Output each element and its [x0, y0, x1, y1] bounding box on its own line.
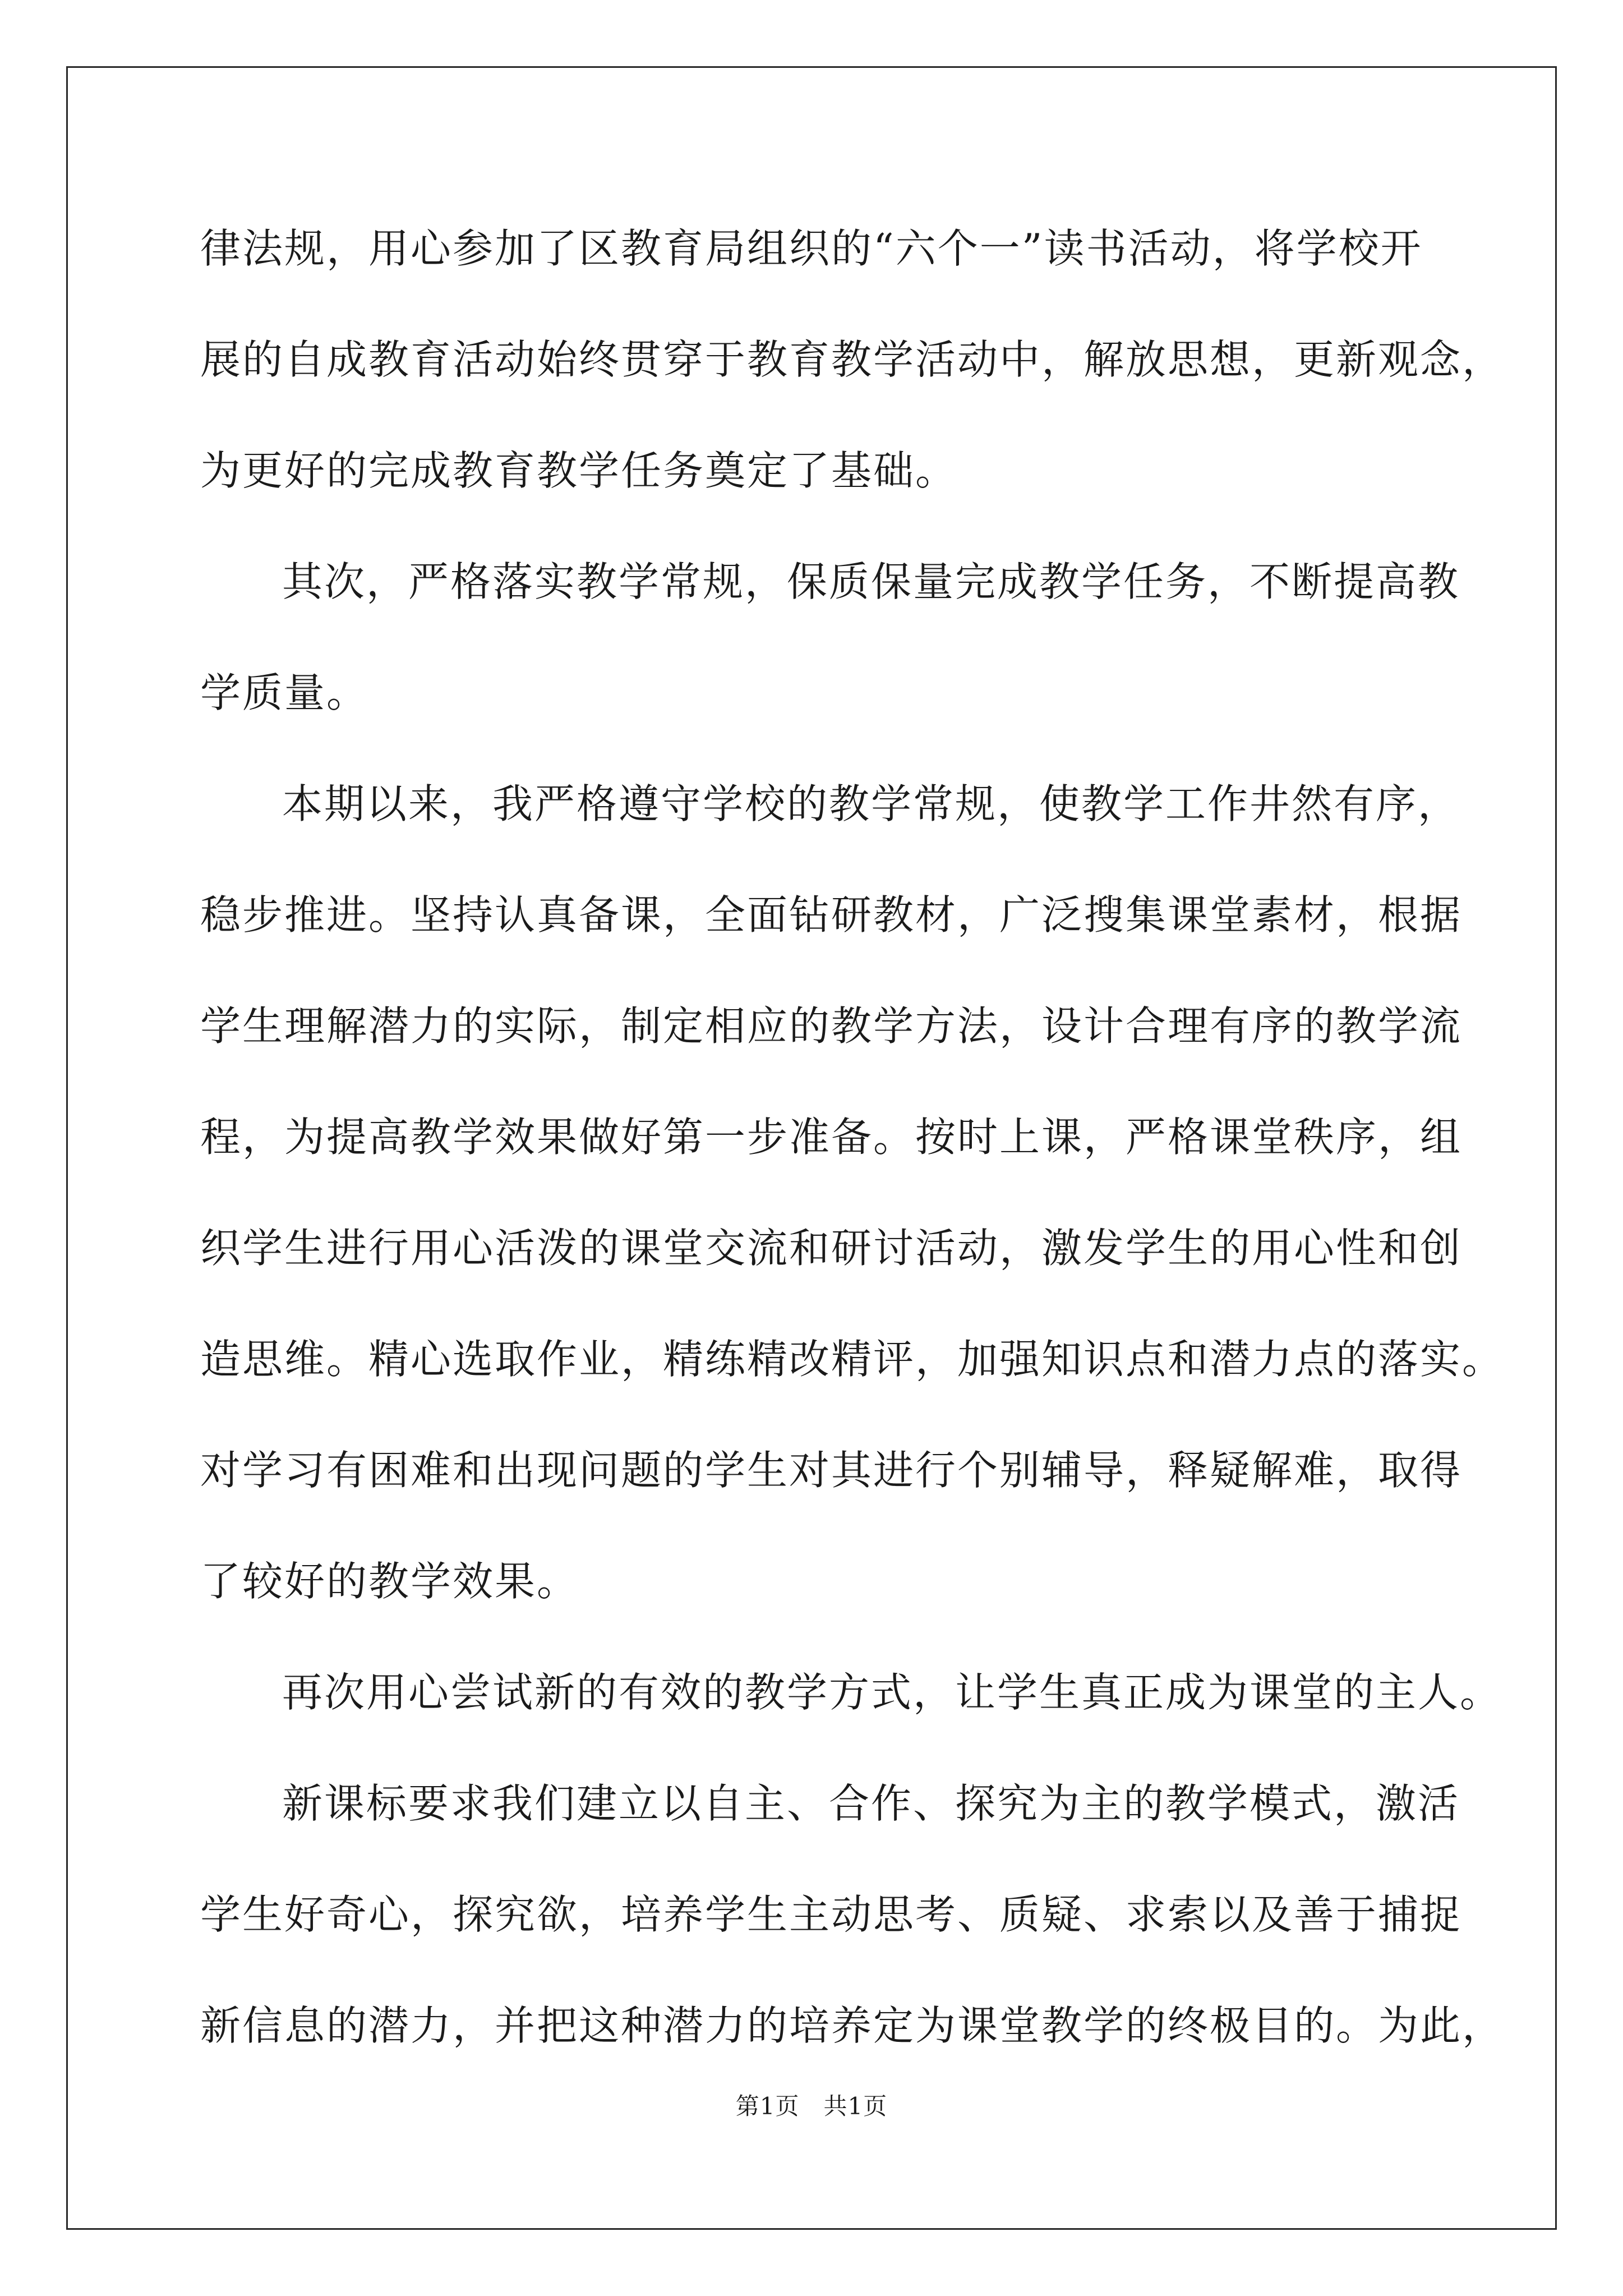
paragraph-first-line: 再次用心尝试新的有效的教学方式，让学生真正成为课堂的主人。 [282, 1669, 1502, 1716]
body-line: 律法规，用心参加了区教育局组织的“六个一”读书活动，将学校开 [200, 225, 1423, 272]
body-line: 织学生进行用心活泼的课堂交流和研讨活动，激发学生的用心性和创 [200, 1225, 1463, 1272]
paragraph-first-line: 新课标要求我们建立以自主、合作、探究为主的教学模式，激活 [282, 1780, 1460, 1827]
body-line: 稳步推进。坚持认真备课，全面钻研教材，广泛搜集课堂素材，根据 [200, 891, 1463, 938]
body-line: 新信息的潜力，并把这种潜力的培养定为课堂教学的终极目的。为此， [200, 2002, 1505, 2049]
body-line: 对学习有困难和出现问题的学生对其进行个别辅导，释疑解难，取得 [200, 1447, 1463, 1494]
body-line: 展的自成教育活动始终贯穿于教育教学活动中，解放思想，更新观念， [200, 336, 1505, 383]
body-line: 为更好的完成教育教学任务奠定了基础。 [200, 447, 958, 494]
body-line: 学生好奇心，探究欲，培养学生主动思考、质疑、求索以及善于捕捉 [200, 1891, 1463, 1938]
body-line: 程，为提高教学效果做好第一步准备。按时上课，严格课堂秩序，组 [200, 1114, 1463, 1161]
body-line: 造思维。精心选取作业，精练精改精评，加强知识点和潜力点的落实。 [200, 1336, 1505, 1383]
paragraph-first-line: 其次，严格落实教学常规，保质保量完成教学任务，不断提高教 [282, 558, 1460, 605]
body-line: 学生理解潜力的实际，制定相应的教学方法，设计合理有序的教学流 [200, 1002, 1463, 1050]
page-number-footer: 第1页 共1页 [735, 2092, 888, 2120]
body-line: 学质量。 [200, 669, 369, 716]
paragraph-first-line: 本期以来，我严格遵守学校的教学常规，使教学工作井然有序， [282, 780, 1460, 827]
body-line: 了较好的教学效果。 [200, 1558, 579, 1605]
